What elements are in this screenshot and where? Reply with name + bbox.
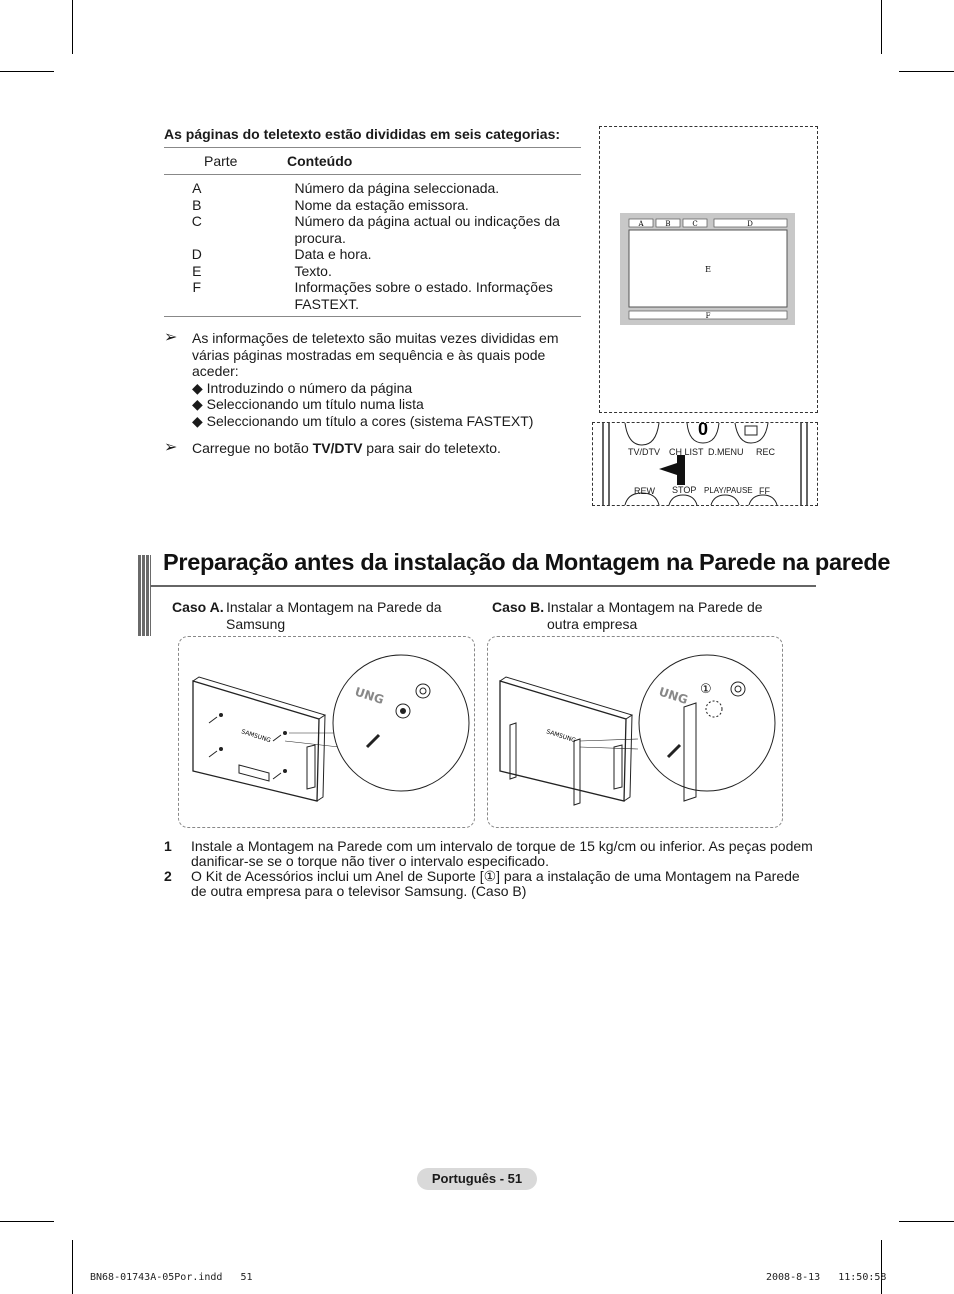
support-ring-marker: ① bbox=[700, 682, 712, 697]
col-header-content: Conteúdo bbox=[287, 153, 353, 169]
table-cell-content: Nome da estação emissora. bbox=[294, 196, 469, 213]
table-row bbox=[164, 279, 581, 312]
table-bottom-rule bbox=[164, 316, 581, 317]
tv-screen-illustration bbox=[620, 213, 795, 325]
remote-ff-button: FF bbox=[759, 486, 770, 496]
exit-note: ➢ Carregue no botão TV/DTV para sair do teletexto. bbox=[164, 439, 501, 456]
categories-heading: As páginas do teletexto estão divididas em seis categorias: bbox=[164, 126, 561, 142]
table-row bbox=[164, 263, 581, 280]
svg-text:SAMSUNG: SAMSUNG bbox=[240, 728, 272, 745]
list-item: 1 Instale a Montagem na Parede com um intervalo de torque de 15 kg/cm ou inferior. As peças podem danificar-se se o torque não tiver o intervalo especificado. bbox=[164, 838, 813, 869]
crop-mark bbox=[0, 1221, 54, 1222]
table-cell-content: Número da página seleccionada. bbox=[294, 180, 500, 196]
tv-label-c: C bbox=[692, 220, 698, 228]
svg-text:0: 0 bbox=[697, 423, 709, 439]
tv-label-a: A bbox=[638, 220, 644, 228]
table-row bbox=[164, 180, 581, 197]
remote-chlist-button: CH LIST bbox=[669, 447, 704, 457]
table-cell-content: Número da página actual ou indicações da procura. bbox=[294, 213, 560, 246]
bullet-item: ◆ Introduzindo o número da página bbox=[192, 379, 413, 396]
remote-dmenu-button: D.MENU bbox=[708, 447, 744, 457]
table-header-rule bbox=[164, 174, 581, 175]
remote-playpause-button: PLAY/PAUSE bbox=[704, 486, 753, 495]
bullet-item: ◆ Seleccionando um título numa lista bbox=[192, 396, 424, 412]
crop-mark bbox=[72, 0, 73, 54]
remote-tvdtv-button: TV/DTV bbox=[628, 447, 661, 457]
crop-mark bbox=[899, 1221, 954, 1222]
table-top-rule bbox=[164, 147, 581, 148]
table-row bbox=[164, 213, 581, 246]
svg-text:UNG: UNG bbox=[657, 684, 690, 708]
table-cell-part: C bbox=[191, 213, 202, 229]
tv-label-e: E bbox=[705, 265, 711, 274]
section-title: Preparação antes da instalação da Montagem na Parede na parede bbox=[163, 549, 891, 575]
table-cell-part: F bbox=[192, 279, 202, 295]
case-a-illustration bbox=[178, 636, 475, 828]
svg-text:SAMSUNG: SAMSUNG bbox=[545, 728, 577, 745]
crop-mark bbox=[881, 1240, 882, 1294]
case-b-caption: Caso B. Instalar a Montagem na Parede de outra empresa bbox=[492, 599, 763, 632]
table-cell-content: Texto. bbox=[294, 262, 332, 279]
tv-label-b: B bbox=[665, 220, 671, 228]
case-a-caption: Caso A. Instalar a Montagem na Parede da Samsung bbox=[172, 599, 442, 632]
wall-mount-other-drawing bbox=[488, 637, 782, 827]
table-cell-part: A bbox=[192, 180, 202, 196]
table-row bbox=[164, 197, 581, 214]
slug-left: BN68-01743A-05Por.indd 51 bbox=[90, 1272, 253, 1283]
slug-right: 2008-8-13 11:50:58 bbox=[766, 1272, 887, 1283]
table-cell-part: E bbox=[192, 262, 202, 279]
section-title-rule bbox=[150, 585, 816, 587]
remote-illustration bbox=[592, 422, 818, 506]
note-arrow-icon: ➢ bbox=[164, 439, 178, 456]
crop-mark bbox=[881, 0, 882, 54]
table-cell-content: Informações sobre o estado. Informações FASTEXT. bbox=[294, 279, 553, 312]
note-intro: As informações de teletexto são muitas vezes divididas em várias páginas mostradas em sequência e às quais pode aceder: bbox=[192, 330, 559, 379]
col-header-part: Parte bbox=[204, 153, 238, 169]
table-cell-part: D bbox=[191, 246, 202, 262]
tv-label-f: F bbox=[705, 312, 711, 320]
crop-mark bbox=[899, 71, 954, 72]
section-marker-bar bbox=[138, 555, 151, 636]
table-row bbox=[164, 246, 581, 263]
remote-rew-button: REW bbox=[634, 486, 655, 496]
table-cell-part: B bbox=[192, 196, 202, 213]
svg-text:UNG: UNG bbox=[353, 684, 386, 708]
bullet-item: ◆ Seleccionando um título a cores (sistema FASTEXT) bbox=[192, 412, 534, 429]
remote-rec-button: REC bbox=[756, 447, 776, 457]
list-item: 2 O Kit de Acessórios inclui um Anel de Suporte [①] para a instalação de uma Montagem na Parede de outra empresa para o televisor Samsung. (Caso B) bbox=[164, 868, 800, 899]
tv-label-d: D bbox=[747, 220, 753, 228]
teletext-note bbox=[164, 330, 584, 429]
page-number-badge: Português - 51 bbox=[417, 1168, 537, 1190]
note-arrow-icon: ➢ bbox=[164, 329, 178, 346]
categories-table bbox=[164, 180, 581, 312]
crop-mark bbox=[72, 1240, 73, 1294]
remote-stop-button: STOP bbox=[672, 485, 697, 495]
instruction-list bbox=[164, 839, 818, 899]
table-cell-content: Data e hora. bbox=[294, 246, 372, 262]
case-b-illustration bbox=[487, 636, 783, 828]
crop-mark bbox=[0, 71, 54, 72]
wall-mount-samsung-drawing bbox=[179, 637, 474, 827]
